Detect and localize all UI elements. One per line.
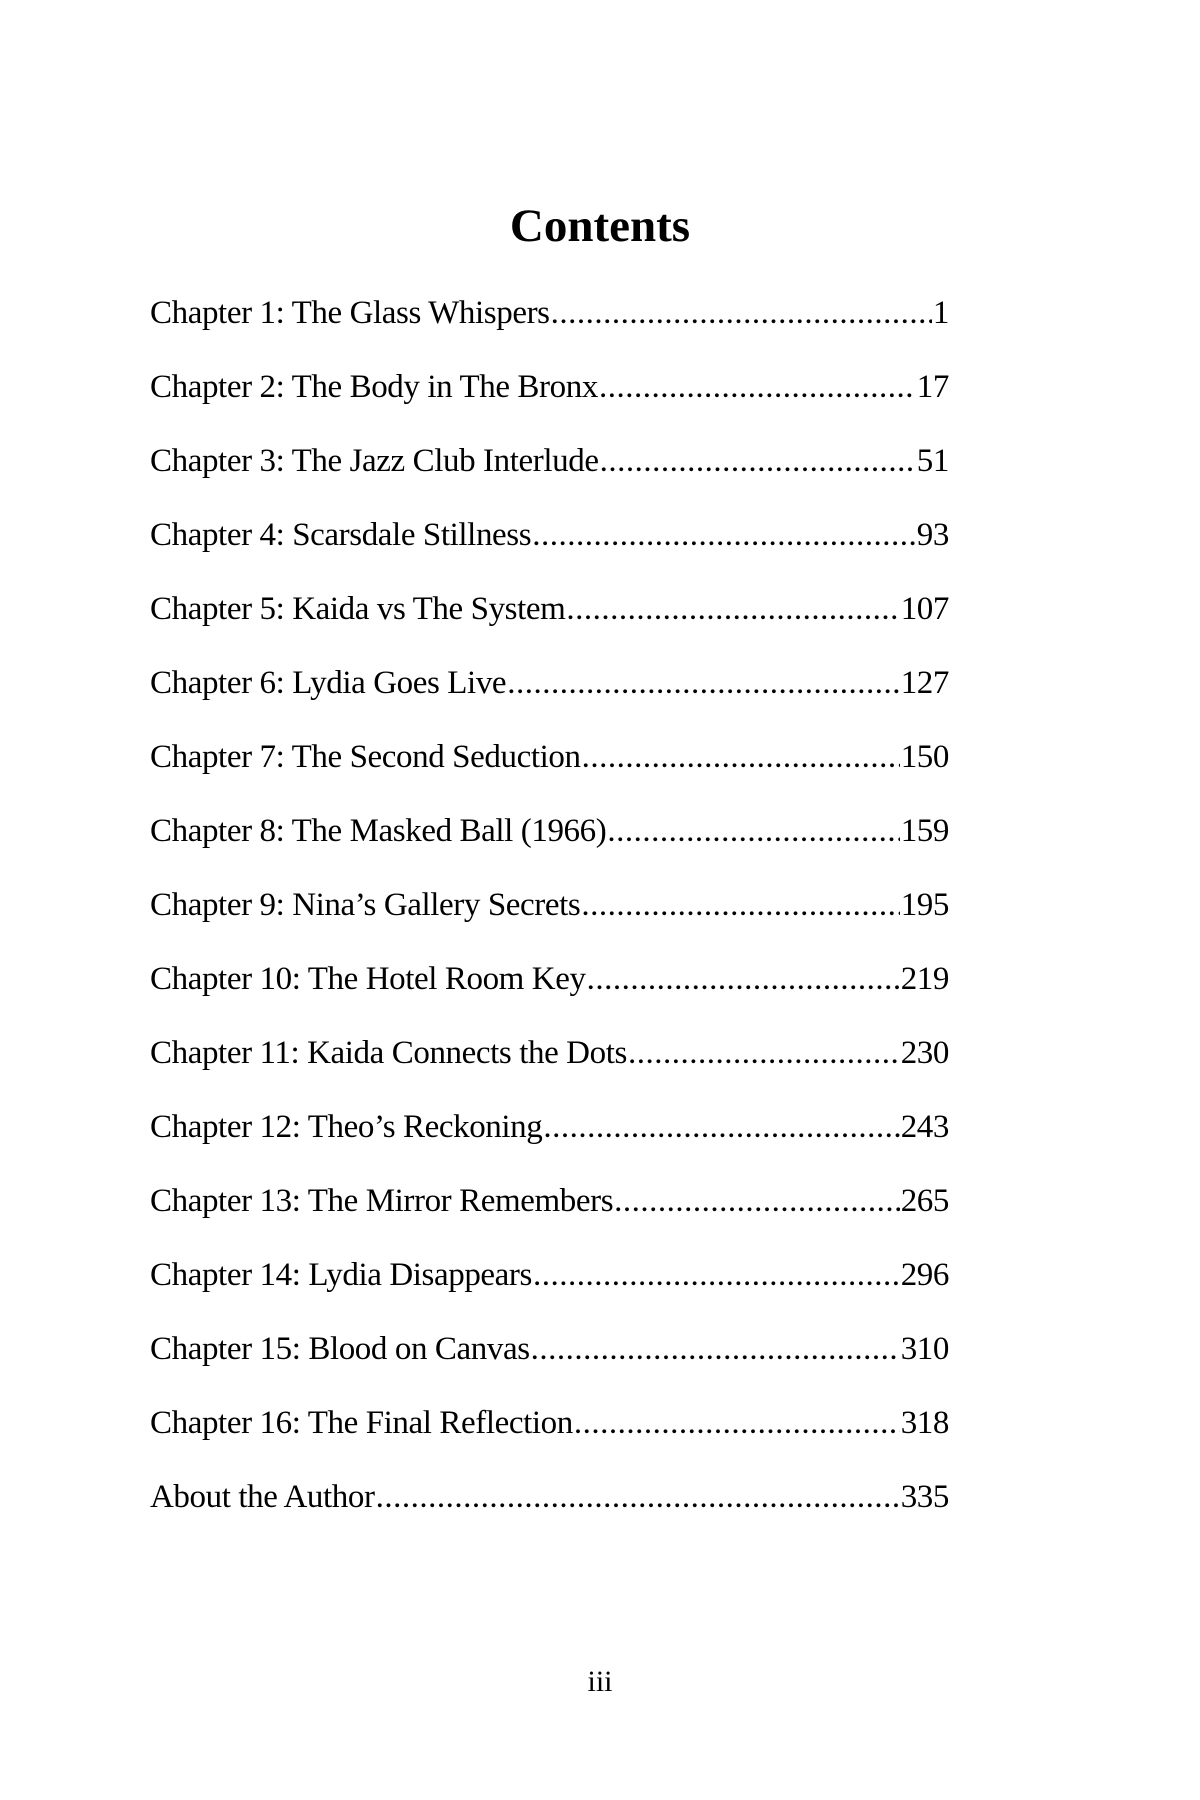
toc-entry-label: Chapter 13: The Mirror Remembers [150, 1183, 614, 1219]
toc-entry-label: Chapter 3: The Jazz Club Interlude [150, 443, 599, 479]
toc-entry-page: 296 [900, 1257, 949, 1293]
toc-entry-label: Chapter 12: Theo’s Reckoning [150, 1109, 543, 1145]
toc-entry[interactable] [150, 1030, 949, 1104]
dot-leader [628, 1030, 900, 1076]
toc-entry-page: 195 [900, 887, 949, 923]
toc-entry-page: 17 [916, 369, 949, 405]
toc-entry-label: Chapter 15: Blood on Canvas [150, 1331, 530, 1367]
toc-entry-label: Chapter 9: Nina’s Gallery Secrets [150, 887, 581, 923]
dot-leader [607, 808, 899, 854]
dot-leader [531, 1326, 900, 1372]
toc-entry-label: Chapter 16: The Final Reflection [150, 1405, 573, 1441]
toc-entry-label: Chapter 7: The Second Seduction [150, 739, 581, 775]
toc-entry-label: Chapter 5: Kaida vs The System [150, 591, 566, 627]
toc-entry-label: Chapter 2: The Body in The Bronx [150, 369, 598, 405]
toc-entry-label: Chapter 8: The Masked Ball (1966) [150, 813, 607, 849]
toc-entry-page: 335 [900, 1479, 949, 1515]
toc-entry-page: 243 [900, 1109, 949, 1145]
dot-leader [543, 1104, 899, 1150]
toc-entry[interactable] [150, 1326, 949, 1400]
dot-leader [376, 1474, 900, 1520]
dot-leader [600, 438, 916, 484]
toc-entry-page: 318 [900, 1405, 949, 1441]
toc-entry-page: 150 [900, 739, 949, 775]
toc-entry-page: 93 [916, 517, 949, 553]
toc-entry-page: 51 [916, 443, 949, 479]
table-of-contents [150, 290, 949, 1548]
dot-leader [507, 660, 900, 706]
toc-entry[interactable] [150, 290, 949, 364]
dot-leader [587, 956, 900, 1002]
toc-entry[interactable] [150, 512, 949, 586]
toc-entry-page: 127 [900, 665, 949, 701]
toc-entry-label: Chapter 10: The Hotel Room Key [150, 961, 586, 997]
toc-entry[interactable] [150, 586, 949, 660]
toc-entry-page: 159 [900, 813, 949, 849]
toc-entry[interactable] [150, 808, 949, 882]
toc-entry-page: 219 [900, 961, 949, 997]
dot-leader [533, 1252, 900, 1298]
dot-leader [582, 734, 900, 780]
dot-leader [566, 586, 899, 632]
dot-leader [581, 882, 899, 928]
toc-entry-label: Chapter 14: Lydia Disappears [150, 1257, 532, 1293]
toc-entry[interactable] [150, 1178, 949, 1252]
toc-entry[interactable] [150, 1400, 949, 1474]
dot-leader [574, 1400, 900, 1446]
dot-leader [532, 512, 916, 558]
page-title: Contents [509, 200, 691, 252]
toc-entry[interactable] [150, 660, 949, 734]
toc-entry[interactable] [150, 882, 949, 956]
toc-entry-page: 107 [900, 591, 949, 627]
dot-leader [614, 1178, 900, 1224]
page-number: iii [587, 1665, 613, 1698]
toc-entry-page: 265 [900, 1183, 949, 1219]
toc-entry[interactable] [150, 438, 949, 512]
toc-entry[interactable] [150, 364, 949, 438]
toc-entry[interactable] [150, 956, 949, 1030]
toc-entry-page: 1 [932, 295, 949, 331]
toc-entry-label: Chapter 6: Lydia Goes Live [150, 665, 507, 701]
toc-entry-label: Chapter 11: Kaida Connects the Dots [150, 1035, 627, 1071]
dot-leader [551, 290, 932, 336]
toc-entry-page: 230 [900, 1035, 949, 1071]
toc-entry[interactable] [150, 1104, 949, 1178]
toc-entry-label: Chapter 1: The Glass Whispers [150, 295, 550, 331]
dot-leader [599, 364, 916, 410]
toc-entry-about-author[interactable] [150, 1474, 949, 1548]
toc-entry[interactable] [150, 1252, 949, 1326]
toc-entry-label: About the Author [150, 1479, 375, 1515]
toc-entry[interactable] [150, 734, 949, 808]
toc-entry-label: Chapter 4: Scarsdale Stillness [150, 517, 532, 553]
toc-entry-page: 310 [900, 1331, 949, 1367]
